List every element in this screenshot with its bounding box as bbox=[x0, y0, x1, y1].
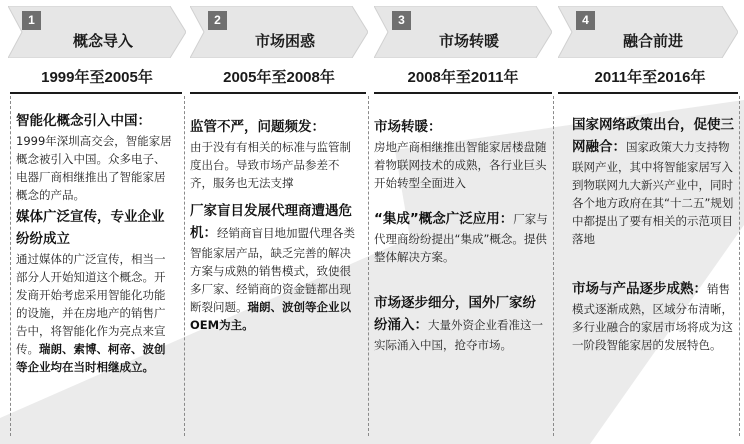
stage-4-rule bbox=[558, 92, 738, 94]
stage-4-block-2 bbox=[572, 278, 734, 354]
stage-2-number-badge: 2 bbox=[208, 11, 227, 30]
stage-4-block-1 bbox=[572, 114, 734, 248]
stage-2-block-1-heading: 监管不严，问题频发： bbox=[190, 119, 325, 135]
stage-2-period: 2005年至2008年 bbox=[223, 69, 335, 86]
stage-4-title: 融合前进 bbox=[622, 32, 683, 50]
stage-3-number-badge: 3 bbox=[392, 11, 411, 30]
stage-3-block-2 bbox=[374, 208, 548, 266]
stage-1-chevron bbox=[8, 6, 186, 58]
stage-2-block-1-text: 由于没有有相关的标准与监管制度出台。导致市场产品参差不齐，服务也无法支撑 bbox=[190, 140, 351, 190]
column-divider bbox=[10, 96, 11, 436]
stage-4-period: 2011年至2016年 bbox=[594, 69, 706, 86]
stage-3-title: 市场转暖 bbox=[438, 32, 499, 50]
stage-1-block-1-text: 1999年深圳高交会，智能家居概念被引入中国。众多电子、电器厂商相继推出了智能家居概念的产品。 bbox=[16, 134, 172, 202]
stage-3-block-1-heading: 市场转暖： bbox=[374, 119, 442, 135]
stage-2-content bbox=[190, 116, 362, 334]
stage-3-chevron bbox=[374, 6, 552, 58]
stage-3-block-3 bbox=[374, 292, 548, 354]
stage-1-block-2-body: 通过媒体的广泛宣传，相当一部分人开始知道这个概念。开发商开始考虑采用智能化功能的设施，并在房地产的销售广告中，将智能化作为亮点来宣传。 bbox=[16, 252, 166, 356]
stage-2-chevron bbox=[190, 6, 368, 58]
stage-4-number-badge: 4 bbox=[576, 11, 595, 30]
stage-2-block-2-highlight: 瑞朗、波创等企业以OEM为主。 bbox=[190, 300, 351, 332]
stage-2-block-2-body: 经销商盲目地加盟代理各类智能家居产品，缺乏完善的解决方案与成熟的销售模式，致使很多厂家、经销商的资金链都出现断裂问题。 bbox=[190, 226, 355, 314]
stage-4-block-1-body: 国家政策大力支持物联网产业，其中将智能家居写入到物联网九大新兴产业中，同时各个地方政府在其“十二五”规划中都提出了要有相关的示范项目落地 bbox=[572, 140, 734, 246]
stage-3-rule bbox=[374, 92, 552, 94]
stage-3-block-1-text: 房地产商相继推出智能家居楼盘随着物联网技术的成熟，各行业巨头开始转型全面进入 bbox=[374, 140, 547, 190]
stage-1-content bbox=[16, 110, 176, 376]
column-divider bbox=[368, 96, 369, 436]
stage-4-chevron bbox=[558, 6, 738, 58]
stage-4-content bbox=[572, 114, 734, 354]
stage-1-title: 概念导入 bbox=[72, 32, 133, 50]
stage-1-number-badge: 1 bbox=[22, 11, 41, 30]
stage-1-rule bbox=[10, 92, 182, 94]
stage-3-block-3-heading: 市场逐步细分，国外厂家纷纷涌入： bbox=[374, 295, 536, 333]
column-divider bbox=[739, 96, 740, 436]
column-divider bbox=[553, 96, 554, 436]
stage-4-block-1-heading: 国家网络政策出台，促使三网融合： bbox=[572, 117, 734, 155]
stage-3-content bbox=[374, 116, 548, 354]
stage-2-block-2-heading: 厂家盲目发展代理商遭遇危机： bbox=[190, 203, 352, 241]
stage-2-block-2 bbox=[190, 200, 362, 334]
stage-3-block-2-body: 厂家与代理商纷纷提出“集成”概念。提供整体解决方案。 bbox=[374, 212, 548, 264]
stage-1-block-2-highlight: 瑞朗、索博、柯帝、波创等企业均在当时相继成立。 bbox=[16, 342, 166, 374]
stage-2-rule bbox=[190, 92, 366, 94]
stage-1-period: 1999年至2005年 bbox=[41, 69, 153, 86]
stage-4-block-2-body: 销售模式逐渐成熟，区域分布清晰，多行业融合的家居市场将成为这一阶段智能家居的发展特色。 bbox=[572, 282, 733, 352]
stage-1-block-2-heading: 媒体广泛宣传，专业企业纷纷成立 bbox=[16, 209, 165, 247]
stage-1-block-1-heading: 智能化概念引入中国： bbox=[16, 113, 151, 129]
column-divider bbox=[184, 96, 185, 436]
stage-4-block-2-heading: 市场与产品逐步成熟： bbox=[572, 281, 707, 297]
stage-2-title: 市场困惑 bbox=[254, 32, 315, 50]
stage-3-period: 2008年至2011年 bbox=[407, 69, 519, 86]
stage-3-block-3-body: 大量外资企业看准这一实际涌入中国，抢夺市场。 bbox=[374, 318, 543, 352]
stage-1-block-2-text bbox=[16, 250, 176, 376]
stage-3-block-2-heading: “集成”概念广泛应用： bbox=[374, 211, 514, 227]
